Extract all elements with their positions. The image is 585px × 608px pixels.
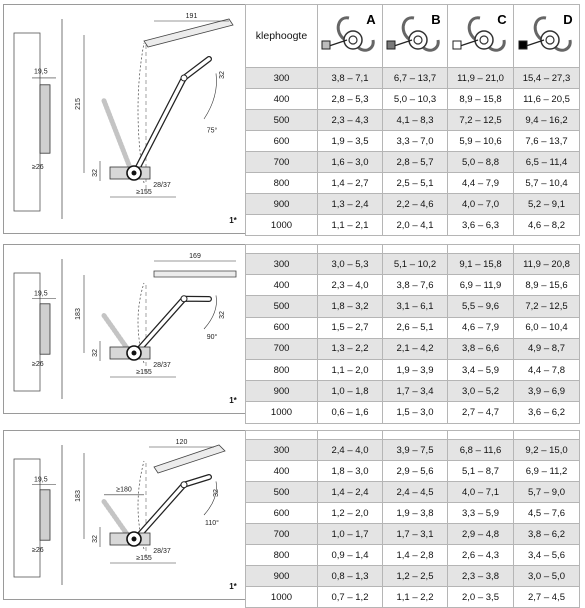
vert-dimension-label: 32 <box>92 169 99 177</box>
weight-range-cell: 6,9 – 11,2 <box>514 461 580 482</box>
weight-range-cell: 2,8 – 5,7 <box>383 152 448 173</box>
opening-angle-label: 90° <box>206 334 218 342</box>
weight-range-cell: 4,0 – 7,1 <box>448 482 514 503</box>
installation-diagram <box>3 430 246 600</box>
header-label: klephoogte <box>246 5 318 68</box>
weight-range-cell: 3,0 – 5,0 <box>514 566 580 587</box>
table-row <box>246 317 580 338</box>
table-row <box>246 275 580 296</box>
diagram-drawing <box>4 245 245 413</box>
dial-center <box>414 36 422 44</box>
weight-range-table <box>245 244 580 424</box>
weight-range-cell: 3,8 – 6,6 <box>448 338 514 359</box>
weight-range-cell: 8,9 – 15,8 <box>448 89 514 110</box>
weight-range-cell: 1,9 – 3,5 <box>318 131 383 152</box>
weight-range-cell: 4,9 – 8,7 <box>514 338 580 359</box>
weight-range-cell: 2,4 – 4,0 <box>318 440 383 461</box>
hinge-spec-section <box>3 244 582 418</box>
table-row <box>246 566 580 587</box>
weight-range-cell: 6,9 – 11,9 <box>448 275 514 296</box>
weight-range-cell: 1,9 – 3,8 <box>383 503 448 524</box>
strength-swatch <box>519 41 527 49</box>
weight-range-cell: 2,2 – 4,6 <box>383 194 448 215</box>
weight-range-cell: 4,4 – 7,8 <box>514 359 580 380</box>
weight-range-cell: 1,0 – 1,7 <box>318 524 383 545</box>
base-dimension-label: ≥26 <box>32 546 44 554</box>
weight-range-cell: 0,9 – 1,4 <box>318 545 383 566</box>
flap-height-cell: 400 <box>246 275 318 296</box>
weight-range-cell: 1,0 – 1,8 <box>318 381 383 402</box>
weight-range-cell: 9,2 – 15,0 <box>514 440 580 461</box>
flap-height-cell: 700 <box>246 338 318 359</box>
table-row <box>246 194 580 215</box>
bottom-dimension-label: ≥155 <box>136 189 152 196</box>
strength-swatch <box>322 41 330 49</box>
weight-range-cell: 4,0 – 7,0 <box>448 194 514 215</box>
table-row <box>246 215 580 236</box>
ratio-dimension-label: 28/37 <box>153 362 171 369</box>
vert-dimension-label: 32 <box>92 349 99 357</box>
weight-range-cell: 2,3 – 3,8 <box>448 566 514 587</box>
width-dimension-label: 169 <box>189 253 201 260</box>
weight-range-cell: 0,7 – 1,2 <box>318 587 383 608</box>
vert-dimension-label: 32 <box>92 535 99 543</box>
weight-range-cell: 9,4 – 16,2 <box>514 110 580 131</box>
weight-range-cell: 1,1 – 2,2 <box>383 587 448 608</box>
table-spacer-row <box>246 431 580 440</box>
weight-range-cell: 3,1 – 6,1 <box>383 296 448 317</box>
weight-range-cell: 1,5 – 3,0 <box>383 402 448 423</box>
arm-ghost-position <box>104 101 134 178</box>
weight-range-cell: 1,3 – 2,2 <box>318 338 383 359</box>
ratio-dimension-label: 28/37 <box>153 182 171 189</box>
dial-center <box>480 36 488 44</box>
height-dimension-label: 215 <box>75 98 82 110</box>
installation-diagram <box>3 4 246 234</box>
side-bracket <box>40 490 50 540</box>
weight-range-cell: 2,8 – 5,3 <box>318 89 383 110</box>
arm-pivot <box>181 296 187 302</box>
weight-range-table <box>245 4 580 236</box>
weight-range-cell: 6,5 – 11,4 <box>514 152 580 173</box>
weight-range-cell: 1,2 – 2,5 <box>383 566 448 587</box>
flap-height-cell: 800 <box>246 359 318 380</box>
weight-range-cell: 2,7 – 4,7 <box>448 402 514 423</box>
dial-center <box>546 36 554 44</box>
table-row <box>246 545 580 566</box>
weight-range-cell: 3,9 – 6,9 <box>514 381 580 402</box>
weight-range-cell: 3,6 – 6,3 <box>448 215 514 236</box>
table-row <box>246 482 580 503</box>
weight-range-cell: 6,0 – 10,4 <box>514 317 580 338</box>
weight-range-cell: 15,4 – 27,3 <box>514 68 580 89</box>
weight-range-cell: 2,3 – 4,3 <box>318 110 383 131</box>
opening-angle-label: 110° <box>205 520 219 528</box>
height-dimension-label: 183 <box>75 490 82 502</box>
weight-range-cell: 5,0 – 8,8 <box>448 152 514 173</box>
weight-table-wrap <box>245 244 579 424</box>
lift-arm <box>134 299 209 355</box>
header-strength-d <box>514 5 580 68</box>
angle-arc <box>204 73 217 119</box>
weight-range-cell: 11,9 – 21,0 <box>448 68 514 89</box>
weight-range-cell: 3,0 – 5,2 <box>448 381 514 402</box>
weight-range-cell: 2,0 – 4,1 <box>383 215 448 236</box>
weight-range-cell: 1,7 – 3,4 <box>383 381 448 402</box>
weight-range-cell: 2,5 – 5,1 <box>383 173 448 194</box>
weight-range-cell: 4,4 – 7,9 <box>448 173 514 194</box>
flap-height-cell: 900 <box>246 194 318 215</box>
weight-range-cell: 1,5 – 2,7 <box>318 317 383 338</box>
weight-range-cell: 1,1 – 2,1 <box>318 215 383 236</box>
table-row <box>246 173 580 194</box>
height-dimension-label: 183 <box>75 308 82 320</box>
weight-range-cell: 1,4 – 2,4 <box>318 482 383 503</box>
open-flap-panel <box>154 445 225 473</box>
table-row <box>246 402 580 423</box>
flap-height-cell: 300 <box>246 440 318 461</box>
flap-height-cell: 600 <box>246 317 318 338</box>
weight-range-cell: 5,5 – 9,6 <box>448 296 514 317</box>
weight-range-cell: 1,6 – 3,0 <box>318 152 383 173</box>
strength-letter: B <box>431 12 441 27</box>
open-flap-panel <box>154 271 236 277</box>
weight-range-cell: 11,9 – 20,8 <box>514 254 580 275</box>
table-row <box>246 89 580 110</box>
weight-range-cell: 1,2 – 2,0 <box>318 503 383 524</box>
weight-range-table <box>245 430 580 608</box>
hinge-strength-icon <box>319 10 381 62</box>
weight-range-cell: 7,2 – 12,5 <box>448 110 514 131</box>
weight-range-cell: 5,7 – 9,0 <box>514 482 580 503</box>
spindle-center <box>132 537 137 542</box>
strength-swatch <box>387 41 395 49</box>
table-row <box>246 359 580 380</box>
table-row <box>246 524 580 545</box>
weight-range-cell: 5,1 – 8,7 <box>448 461 514 482</box>
header-strength-a <box>318 5 383 68</box>
strength-letter: C <box>496 12 507 27</box>
weight-range-cell: 2,0 – 3,5 <box>448 587 514 608</box>
flap-height-cell: 700 <box>246 524 318 545</box>
weight-range-cell: 2,4 – 4,5 <box>383 482 448 503</box>
open-flap-panel <box>144 19 233 47</box>
weight-range-cell: 1,4 – 2,8 <box>383 545 448 566</box>
page-mark-label: 1* <box>229 216 237 225</box>
flap-height-cell: 300 <box>246 254 318 275</box>
bottom-dimension-label: ≥155 <box>136 555 152 562</box>
offset-dimension-label: 32 <box>219 71 226 79</box>
table-header-row <box>246 5 580 68</box>
page-mark-label: 1* <box>229 582 237 591</box>
side-dimension-label: 19,5 <box>34 476 48 484</box>
weight-range-cell: 5,9 – 10,6 <box>448 131 514 152</box>
weight-table-wrap <box>245 4 579 236</box>
table-row <box>246 152 580 173</box>
lift-arm <box>134 59 209 175</box>
weight-range-cell: 9,1 – 15,8 <box>448 254 514 275</box>
bottom-dimension-label: ≥155 <box>136 369 152 376</box>
hinge-spec-section <box>3 430 582 603</box>
flap-height-cell: 900 <box>246 381 318 402</box>
weight-range-cell: 0,8 – 1,3 <box>318 566 383 587</box>
weight-table-wrap <box>245 430 579 608</box>
weight-range-cell: 7,6 – 13,7 <box>514 131 580 152</box>
side-bracket <box>40 85 50 153</box>
arm-pivot <box>181 75 187 81</box>
table-row <box>246 587 580 608</box>
flap-height-cell: 600 <box>246 131 318 152</box>
spindle-center <box>132 171 137 176</box>
side-bracket <box>40 304 50 354</box>
hinge-strength-icon <box>384 10 446 62</box>
hinge-spec-section <box>3 4 582 234</box>
flap-height-cell: 600 <box>246 503 318 524</box>
weight-range-cell: 1,9 – 3,9 <box>383 359 448 380</box>
table-row <box>246 338 580 359</box>
weight-range-cell: 2,1 – 4,2 <box>383 338 448 359</box>
weight-range-cell: 7,2 – 12,5 <box>514 296 580 317</box>
flap-height-cell: 1000 <box>246 587 318 608</box>
hinge-strength-icon <box>516 10 578 62</box>
base-dimension-label: ≥26 <box>32 164 44 172</box>
weight-range-cell: 3,8 – 7,1 <box>318 68 383 89</box>
table-row <box>246 110 580 131</box>
weight-range-cell: 5,1 – 10,2 <box>383 254 448 275</box>
table-spacer-row <box>246 245 580 254</box>
width-dimension-label: 120 <box>175 439 188 446</box>
flap-height-cell: 800 <box>246 173 318 194</box>
table-row <box>246 503 580 524</box>
weight-range-cell: 5,2 – 9,1 <box>514 194 580 215</box>
weight-range-cell: 2,9 – 4,8 <box>448 524 514 545</box>
base-dimension-label: ≥26 <box>32 360 44 368</box>
weight-range-cell: 3,6 – 6,2 <box>514 402 580 423</box>
flap-height-cell: 1000 <box>246 402 318 423</box>
weight-range-cell: 1,1 – 2,0 <box>318 359 383 380</box>
weight-range-cell: 2,9 – 5,6 <box>383 461 448 482</box>
weight-range-cell: 4,6 – 7,9 <box>448 317 514 338</box>
weight-range-cell: 3,3 – 7,0 <box>383 131 448 152</box>
weight-range-cell: 5,7 – 10,4 <box>514 173 580 194</box>
spindle-center <box>132 351 137 356</box>
diagram-drawing <box>4 431 245 599</box>
width-dimension-label: 191 <box>185 13 198 20</box>
side-dimension-label: 19,5 <box>34 290 48 298</box>
table-row <box>246 296 580 317</box>
weight-range-cell: 6,7 – 13,7 <box>383 68 448 89</box>
weight-range-cell: 2,3 – 4,0 <box>318 275 383 296</box>
table-row <box>246 461 580 482</box>
flap-height-cell: 700 <box>246 152 318 173</box>
offset-dimension-label: 32 <box>213 489 220 497</box>
offset-dimension-label: 32 <box>219 311 226 319</box>
extra-dimension-label: ≥180 <box>116 486 132 494</box>
weight-range-cell: 3,4 – 5,9 <box>448 359 514 380</box>
weight-range-cell: 0,6 – 1,6 <box>318 402 383 423</box>
weight-range-cell: 2,6 – 5,1 <box>383 317 448 338</box>
strength-letter: A <box>366 12 376 27</box>
weight-range-cell: 1,3 – 2,4 <box>318 194 383 215</box>
flap-height-cell: 400 <box>246 461 318 482</box>
flap-height-cell: 300 <box>246 68 318 89</box>
flap-height-cell: 500 <box>246 110 318 131</box>
page-mark-label: 1* <box>229 396 237 405</box>
flap-height-cell: 1000 <box>246 215 318 236</box>
weight-range-cell: 8,9 – 15,6 <box>514 275 580 296</box>
arm-pivot <box>181 482 187 488</box>
weight-range-cell: 11,6 – 20,5 <box>514 89 580 110</box>
lift-arm <box>134 477 209 541</box>
weight-range-cell: 3,0 – 5,3 <box>318 254 383 275</box>
opening-angle-label: 75° <box>206 127 218 135</box>
hinge-strength-icon <box>450 10 512 62</box>
weight-range-cell: 5,0 – 10,3 <box>383 89 448 110</box>
strength-swatch <box>453 41 461 49</box>
flap-height-cell: 500 <box>246 482 318 503</box>
table-row <box>246 440 580 461</box>
weight-range-cell: 3,8 – 6,2 <box>514 524 580 545</box>
flap-height-cell: 800 <box>246 545 318 566</box>
flap-height-cell: 500 <box>246 296 318 317</box>
weight-range-cell: 4,5 – 7,6 <box>514 503 580 524</box>
weight-range-cell: 1,8 – 3,0 <box>318 461 383 482</box>
header-strength-b <box>383 5 448 68</box>
table-row <box>246 381 580 402</box>
weight-range-cell: 3,3 – 5,9 <box>448 503 514 524</box>
header-strength-c <box>448 5 514 68</box>
weight-range-cell: 6,8 – 11,6 <box>448 440 514 461</box>
table-row <box>246 131 580 152</box>
installation-diagram <box>3 244 246 414</box>
weight-range-cell: 3,8 – 7,6 <box>383 275 448 296</box>
table-row <box>246 254 580 275</box>
strength-letter: D <box>562 12 573 27</box>
flap-height-cell: 400 <box>246 89 318 110</box>
diagram-drawing <box>4 5 245 233</box>
weight-range-cell: 2,6 – 4,3 <box>448 545 514 566</box>
weight-range-cell: 4,6 – 8,2 <box>514 215 580 236</box>
weight-range-cell: 3,9 – 7,5 <box>383 440 448 461</box>
weight-range-cell: 1,7 – 3,1 <box>383 524 448 545</box>
weight-range-cell: 3,4 – 5,6 <box>514 545 580 566</box>
weight-range-cell: 1,8 – 3,2 <box>318 296 383 317</box>
cabinet-side-panel <box>14 33 40 211</box>
side-dimension-label: 19,5 <box>34 68 48 76</box>
weight-range-cell: 2,7 – 4,5 <box>514 587 580 608</box>
dial-center <box>349 36 357 44</box>
flap-height-cell: 900 <box>246 566 318 587</box>
weight-range-cell: 4,1 – 8,3 <box>383 110 448 131</box>
ratio-dimension-label: 28/37 <box>153 548 171 555</box>
weight-range-cell: 1,4 – 2,7 <box>318 173 383 194</box>
angle-arc <box>204 481 217 515</box>
table-row <box>246 68 580 89</box>
